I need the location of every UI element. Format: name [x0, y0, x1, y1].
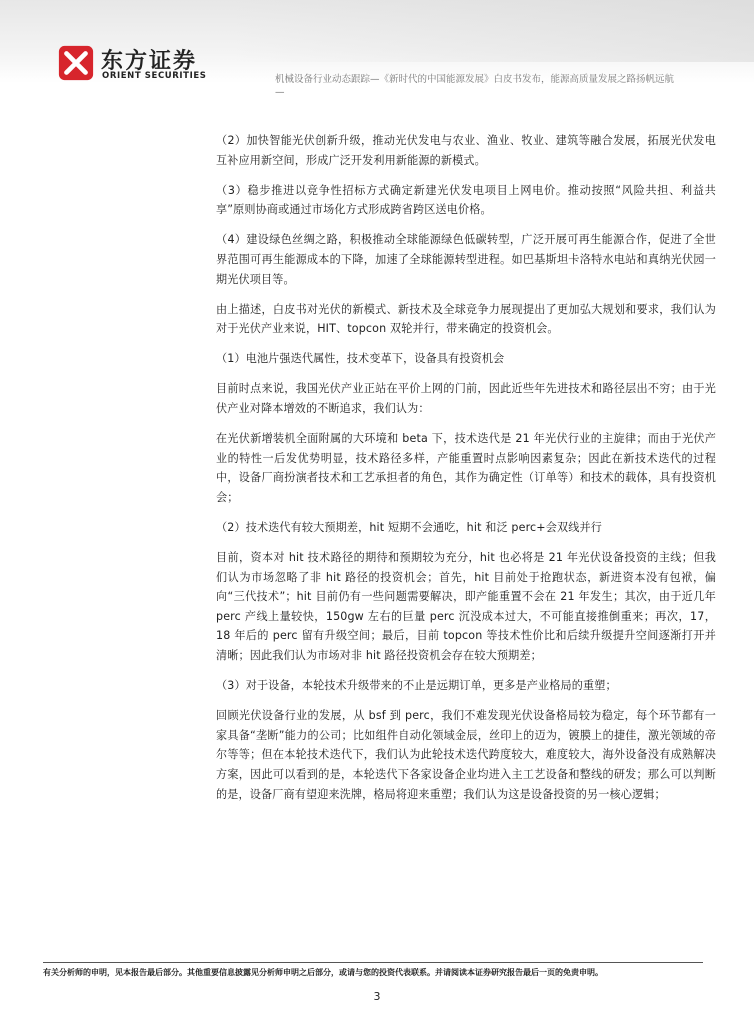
logo-english-name: ORIENT SECURITIES — [102, 71, 207, 81]
footer-divider — [43, 962, 703, 963]
footer-disclaimer: 有关分析师的申明，见本报告最后部分。其他重要信息披露见分析师申明之后部分，或请与您的投资代表联系。并请阅读本证券研究报告最后一页的免责申明。 — [43, 968, 603, 977]
page-number: 3 — [373, 990, 381, 1003]
paragraph: 在光伏新增装机全面附属的大环境和 beta 下，技术迭代是 21 年光伏行业的主旋律；而由于光伏产业的特性一后发优势明显，技术路径多样，产能重置时点影响因素复杂；因此在新技术迭代的过程中，设备厂商扮演者技术和工艺承担者的角色，其作为确定性（订单等）和技术的载体，具有投资机会； — [216, 432, 716, 504]
paragraph: （2）加快智能光伏创新升级，推动光伏发电与农业、渔业、牧业、建筑等融合发展，拓展光伏发电互补应用新空间，形成广泛开发利用新能源的新模式。 — [216, 134, 716, 167]
report-body — [216, 131, 716, 815]
logo-mark-icon — [57, 44, 95, 82]
logo-chinese-name: 东方证券 — [101, 49, 198, 74]
paragraph: 目前，资本对 hit 技术路径的期待和预期较为充分，hit 也必将是 21 年光伏设备投资的主线；但我们认为市场忽略了非 hit 路径的投资机会；首先，hit 目前处于抢跑状态，新进资本没有包袱，偏向“三代技术”；hit 目前仍有一些问题需要解决，即产能重置不会在 21 年发生；其次，由于近几年 perc 产线上量较快，150gw 左右的巨量 perc 沉没成本过大，不可能直接推倒重来；再次，17，18 年后的 perc 留有升级空间；最后，目前 topcon 等技术性价比和后续升级提升空间逐渐打开并清晰；因此我们认为市场对非 hit 路径投资机会存在较大预期差； — [216, 551, 716, 663]
report-title — [275, 73, 715, 99]
paragraph: 回顾光伏设备行业的发展，从 bsf 到 perc，我们不难发现光伏设备格局较为稳定，每个环节都有一家具备“垄断”能力的公司；比如组件自动化领域金辰，丝印上的迈为，镀膜上的捷佳，激光领域的帝尔等等；但在本轮技术迭代下，我们认为此轮技术迭代跨度较大，难度较大，海外设备没有成熟解决方案，因此可以看到的是，本轮迭代下各家设备企业均进入主工艺设备和整线的研发；那么可以判断的是，设备厂商有望迎来洗牌，格局将迎来重塑；我们认为这是设备投资的另一核心逻辑； — [216, 709, 716, 801]
paragraph: （1）电池片强迭代属性，技术变革下，设备具有投资机会 — [216, 352, 505, 366]
paragraph: （3）对于设备，本轮技术升级带来的不止是远期订单，更多是产业格局的重塑； — [216, 679, 617, 693]
paragraph: 目前时点来说，我国光伏产业正站在平价上网的门前，因此近些年先进技术和路径层出不穷；由于光伏产业对降本增效的不断追求，我们认为： — [216, 382, 716, 416]
paragraph: （3）稳步推进以竞争性招标方式确定新建光伏发电项目上网电价。推动按照“风险共担、利益共享”原则协商或通过市场化方式形成跨省跨区送电价格。 — [216, 183, 716, 217]
report-title-text: 机械设备行业动态跟踪—《新时代的中国能源发展》白皮书发布，能源高质量发展之路扬帆远航 — [275, 74, 675, 85]
report-title-continuation: — — [275, 87, 285, 98]
paragraph: （4）建设绿色丝绸之路，积极推动全球能源绿色低碳转型，广泛开展可再生能源合作，促进了全世界范围可再生能源成本的下降，加速了全球能源转型进程。如巴基斯坦卡洛特水电站和真纳光伏园一期光伏项目等。 — [216, 233, 716, 286]
company-logo — [57, 44, 227, 84]
paragraph: （2）技术迭代有较大预期差，hit 短期不会通吃，hit 和泛 perc+会双线并行 — [216, 521, 602, 534]
paragraph: 由上描述，白皮书对光伏的新模式、新技术及全球竞争力展现提出了更加弘大规划和要求，我们认为对于光伏产业来说，HIT、topcon 双轮并行，带来确定的投资机会。 — [216, 302, 716, 336]
